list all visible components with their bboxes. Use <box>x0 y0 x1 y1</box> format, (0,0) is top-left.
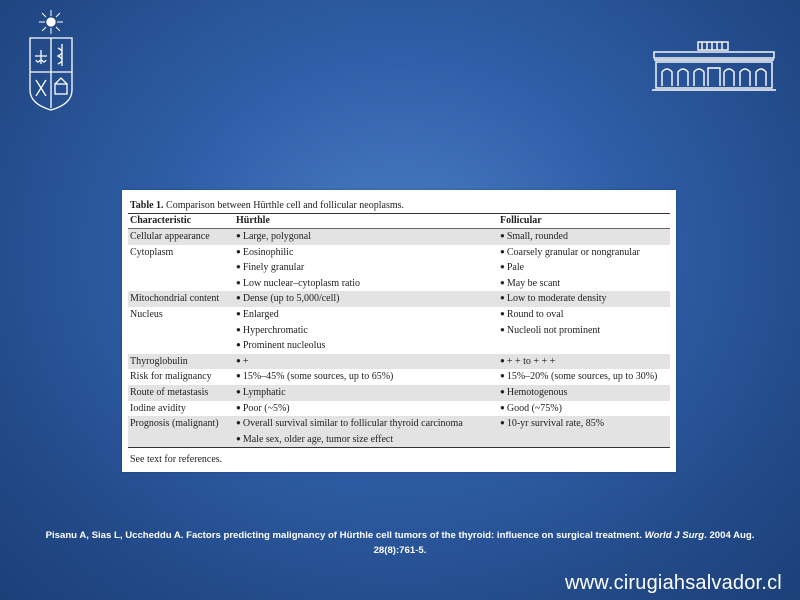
characteristic-label: Risk for malignancy <box>130 371 212 383</box>
follicular-item: ● 10-yr survival rate, 85% <box>500 416 670 432</box>
characteristic-label: Cytoplasm <box>130 246 174 258</box>
cell-characteristic <box>128 416 236 447</box>
cell-hurthle <box>236 416 500 447</box>
header-characteristic: Characteristic <box>130 215 192 226</box>
cell-follicular <box>500 245 670 292</box>
follicular-item: ● Low to moderate density <box>500 291 670 307</box>
cell-characteristic <box>128 229 236 245</box>
header-follicular: Follicular <box>500 215 542 226</box>
hurthle-item: ● Low nuclear–cytoplasm ratio <box>236 276 500 292</box>
cell-characteristic <box>128 401 236 417</box>
cell-hurthle <box>236 229 500 245</box>
characteristic-label: Thyroglobulin <box>130 355 188 367</box>
cell-characteristic <box>128 369 236 385</box>
citation <box>40 528 760 558</box>
cell-follicular <box>500 291 670 307</box>
website-url: www.cirugiahsalvador.cl <box>565 572 782 594</box>
cell-characteristic <box>128 385 236 401</box>
follicular-item: ● Coarsely granular or nongranular <box>500 245 670 261</box>
hurthle-item: ● Hyperchromatic <box>236 323 500 339</box>
follicular-item: ● Round to oval <box>500 307 670 323</box>
hurthle-item: ● Dense (up to 5,000/cell) <box>236 291 500 307</box>
hurthle-item: ● Male sex, older age, tumor size effect <box>236 432 500 448</box>
cell-hurthle <box>236 245 500 292</box>
characteristic-label: Route of metastasis <box>130 386 209 398</box>
hurthle-item: ● Large, polygonal <box>236 229 500 245</box>
table-row <box>128 354 670 370</box>
cell-characteristic <box>128 245 236 292</box>
table-row <box>128 245 670 292</box>
hurthle-item: ● Enlarged <box>236 307 500 323</box>
table-row <box>128 385 670 401</box>
table-footnote: See text for references. <box>130 454 223 466</box>
follicular-item: ● + + to + + + <box>500 354 670 370</box>
table-caption: Comparison between Hürthle cell and follicular neoplasms. <box>166 200 405 211</box>
hospital-building-icon <box>650 40 778 92</box>
table-row <box>128 416 670 447</box>
cell-follicular <box>500 229 670 245</box>
cell-characteristic <box>128 291 236 307</box>
comparison-table <box>122 190 676 472</box>
hurthle-item: ● Poor (~5%) <box>236 401 500 417</box>
cell-follicular <box>500 354 670 370</box>
cell-characteristic <box>128 354 236 370</box>
citation-details: . 2004 Aug. 28(8):761-5. <box>373 530 755 556</box>
cell-follicular <box>500 307 670 354</box>
follicular-item: ● May be scant <box>500 276 670 292</box>
table-header <box>128 214 670 228</box>
cell-follicular <box>500 369 670 385</box>
table-label: Table 1. <box>130 200 164 211</box>
hurthle-item: ● Lymphatic <box>236 385 500 401</box>
follicular-item: ● 15%–20% (some sources, up to 30%) <box>500 369 670 385</box>
hurthle-item: ● Prominent nucleolus <box>236 338 500 354</box>
characteristic-label: Mitochondrial content <box>130 293 220 305</box>
hurthle-item: ● Eosinophilic <box>236 245 500 261</box>
university-crest-icon <box>22 8 80 112</box>
follicular-item: ● Hemotogenous <box>500 385 670 401</box>
citation-journal: World J Surg <box>644 530 705 541</box>
table-title <box>130 198 670 213</box>
cell-hurthle <box>236 385 500 401</box>
follicular-item: ● Nucleoli not prominent <box>500 323 670 339</box>
cell-characteristic <box>128 307 236 354</box>
table-body <box>128 229 670 447</box>
hurthle-item: ● + <box>236 354 500 370</box>
header-hurthle: Hürthle <box>236 215 270 226</box>
hurthle-item: ● Finely granular <box>236 260 500 276</box>
characteristic-label: Cellular appearance <box>130 231 210 242</box>
characteristic-label: Iodine avidity <box>130 402 186 414</box>
characteristic-label: Nucleus <box>130 308 163 320</box>
citation-authors-title: Pisanu A, Sias L, Uccheddu A. Factors predicting malignancy of Hürthle cell tumors of the thyroid: influence on surgical treatment. <box>45 530 645 541</box>
follicular-item: ● Good (~75%) <box>500 401 670 417</box>
cell-hurthle <box>236 291 500 307</box>
follicular-item <box>500 432 670 448</box>
hurthle-item: ● Overall survival similar to follicular thyroid carcinoma <box>236 416 500 432</box>
follicular-item: ● Small, rounded <box>500 229 670 245</box>
table-row <box>128 401 670 417</box>
table-row <box>128 229 670 245</box>
table-row <box>128 369 670 385</box>
characteristic-label: Prognosis (malignant) <box>130 418 219 430</box>
cell-follicular <box>500 385 670 401</box>
cell-follicular <box>500 401 670 417</box>
table-row <box>128 307 670 354</box>
cell-follicular <box>500 416 670 447</box>
cell-hurthle <box>236 369 500 385</box>
table-row <box>128 291 670 307</box>
follicular-item <box>500 338 670 354</box>
hurthle-item: ● 15%–45% (some sources, up to 65%) <box>236 369 500 385</box>
follicular-item: ● Pale <box>500 260 670 276</box>
cell-hurthle <box>236 401 500 417</box>
cell-hurthle <box>236 354 500 370</box>
cell-hurthle <box>236 307 500 354</box>
